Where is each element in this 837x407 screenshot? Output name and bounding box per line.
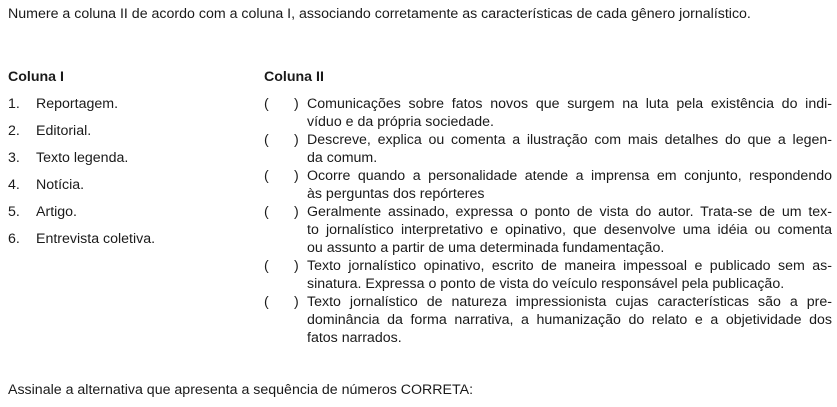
answer-blank: ( ) (264, 258, 299, 274)
column-1-item (8, 122, 248, 140)
column-1-item (8, 95, 248, 113)
column-2-item (264, 203, 832, 257)
column-2-item (264, 95, 832, 131)
answer-blank: ( ) (264, 294, 299, 310)
item-label: Reportagem. (36, 96, 119, 112)
answer-blank: ( ) (264, 168, 299, 184)
item-description: Geralmente assinado, expressa o ponto de vista do autor. Trata-se de um tex- to jornalístico interpretativo e opinativo, que desenvolve uma idéia ou comenta ou assunto a partir de uma determinada fundamentação. (307, 204, 832, 256)
column-1-item (8, 203, 248, 221)
item-label: Texto legenda. (36, 150, 129, 166)
item-label: Artigo. (36, 204, 78, 220)
item-description: Comunicações sobre fatos novos que surgem na luta pela existência do indi- víduo e da própria sociedade. (307, 96, 832, 130)
item-description: Descreve, explica ou comenta a ilustração com mais detalhes do que a legen- da comum. (307, 132, 832, 166)
item-label: Entrevista coletiva. (36, 231, 156, 247)
item-number: 3. (8, 150, 20, 166)
column-2 (264, 68, 832, 347)
column-2-item (264, 131, 832, 167)
item-description: Ocorre quando a personalidade atende a imprensa em conjunto, respondendo às perguntas dos repórteres (307, 168, 832, 202)
column-1-item (8, 230, 248, 248)
item-number: 6. (8, 231, 20, 247)
item-number: 2. (8, 123, 20, 139)
item-number: 4. (8, 177, 20, 193)
column-2-title: Coluna II (264, 69, 324, 85)
item-description: Texto jornalístico de natureza impressionista cujas características são a pre- dominância da forma narrativa, a humanização do relato e a objetividade dos fatos narrados. (307, 294, 832, 346)
question-prompt: Assinale a alternativa que apresenta a sequência de números CORRETA: (8, 382, 474, 398)
column-1-item (8, 176, 248, 194)
instruction-text: Numere a coluna II de acordo com a coluna I, associando corretamente as características de cada gênero jornalístico. (8, 6, 751, 22)
answer-blank: ( ) (264, 96, 299, 112)
item-label: Editorial. (36, 123, 92, 139)
column-1 (8, 68, 248, 257)
item-number: 1. (8, 96, 20, 112)
column-1-item (8, 149, 248, 167)
column-2-item (264, 257, 832, 293)
item-number: 5. (8, 204, 20, 220)
item-label: Notícia. (36, 177, 85, 193)
column-1-title: Coluna I (8, 69, 64, 85)
answer-blank: ( ) (264, 204, 299, 220)
column-2-item (264, 167, 832, 203)
answer-blank: ( ) (264, 132, 299, 148)
column-2-item (264, 293, 832, 347)
item-description: Texto jornalístico opinativo, escrito de maneira impessoal e publicado sem as- sinatura. Expressa o ponto de vista do veículo responsável pela publicação. (307, 258, 832, 292)
